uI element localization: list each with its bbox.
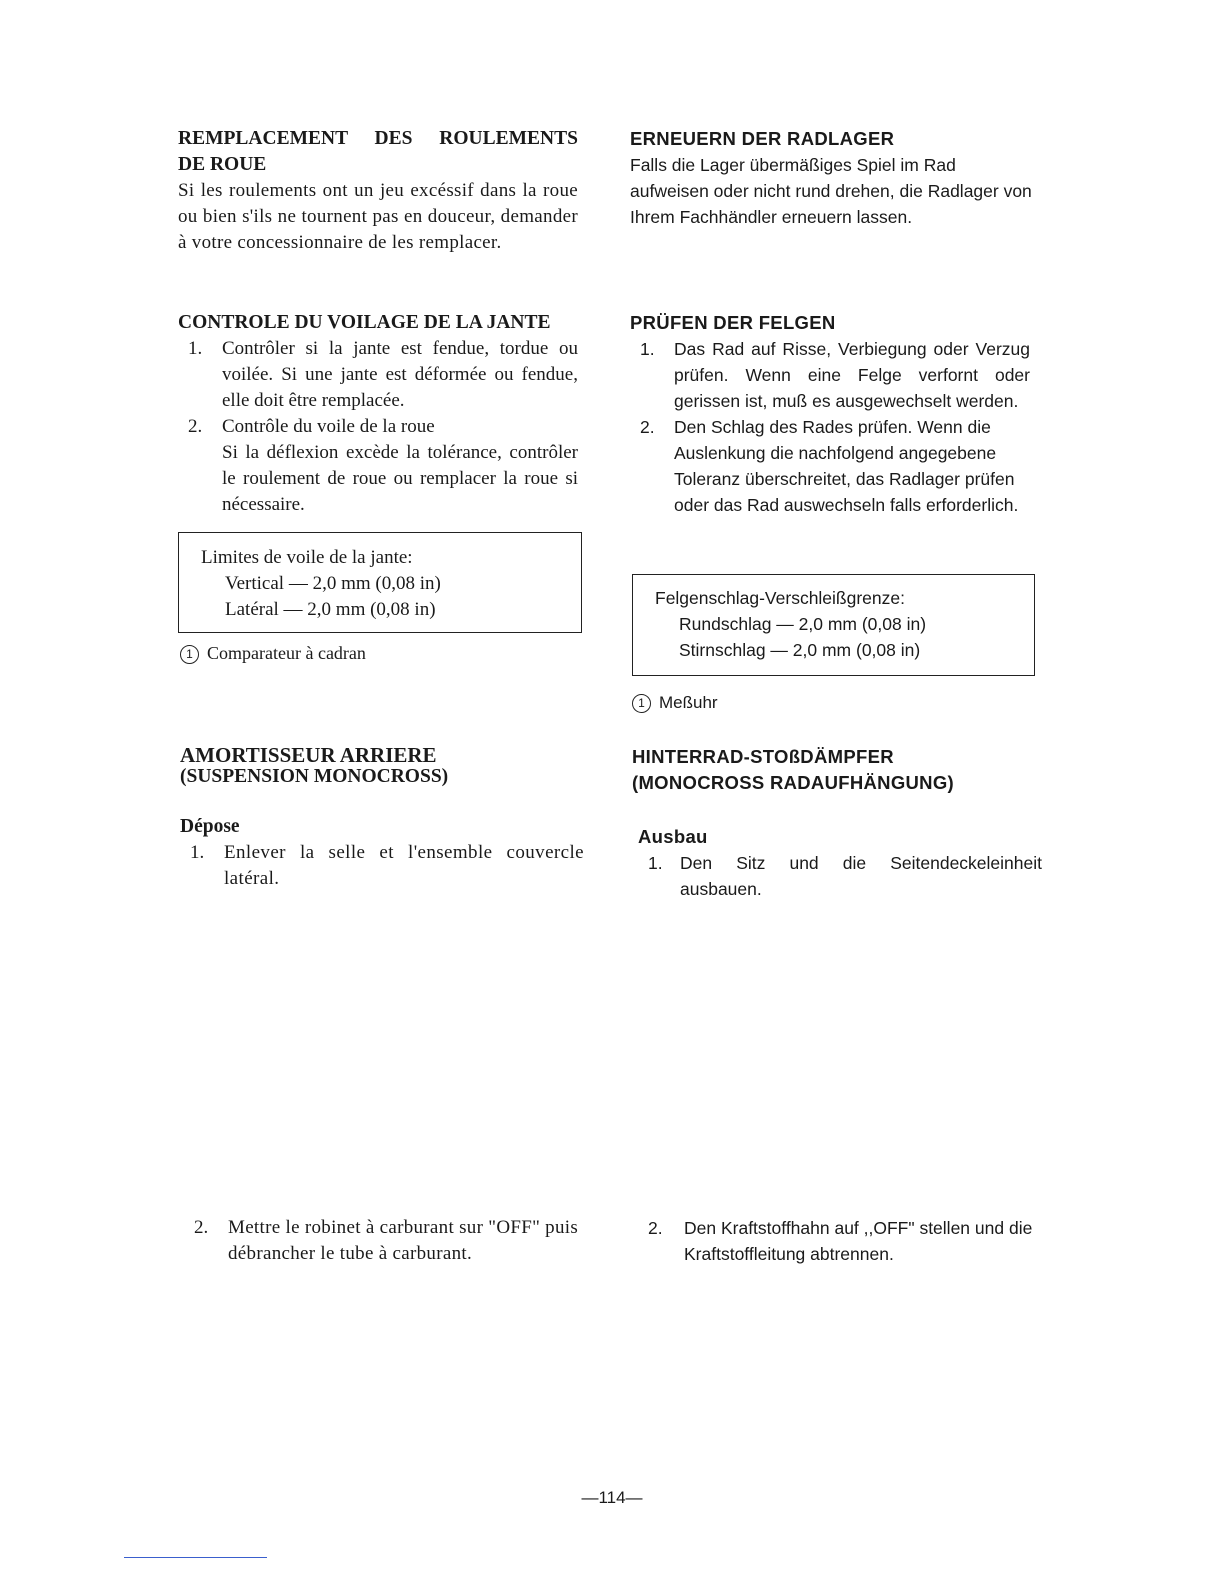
fr-rim-check-item-2-line1: Contrôle du voile de la roue (222, 416, 435, 437)
fr-wheel-bearings-title-2: DE ROUE (178, 154, 267, 175)
de-rim-check-item-2-text: Den Schlag des Rades prüfen. Wenn die Auslenkung die nachfolgend angegebene Toleranz überschreitet, das Radlager prüfen oder das Rad auswechseln falls erforderlich. (674, 417, 1019, 515)
fr-callout-text: Comparateur à cadran (207, 643, 366, 663)
fr-rim-check-item-2-num: 2. (188, 416, 203, 437)
fr-wheel-bearings-title-1: REMPLACEMENT DES ROULEMENTS (178, 128, 578, 149)
fr-shock-item-2 (184, 1215, 584, 1267)
de-shock-title-1: HINTERRAD-STOßDÄMPFER (632, 746, 894, 767)
de-limits-title: Felgenschlag-Verschleißgrenze: (655, 588, 905, 608)
de-limits-box (632, 574, 1035, 676)
fr-rim-check-item-1-num: 1. (188, 338, 203, 359)
fr-shock-item-2-text: Mettre le robinet à carburant sur "OFF" puis débrancher le tube à carburant. (228, 1217, 579, 1264)
de-rim-check-item-1-num: 1. (640, 339, 655, 359)
fr-shock-item-1-num: 1. (190, 842, 205, 863)
fr-shock-subtitle: Dépose (180, 816, 240, 837)
de-rim-check-section (630, 310, 1030, 518)
de-wheel-bearings-body: Falls die Lager übermäßiges Spiel im Rad aufweisen oder nicht rund drehen, die Radlager von Ihrem Fachhändler erneuern lassen. (630, 155, 1032, 227)
de-callout (632, 690, 718, 716)
fr-shock-section (180, 742, 584, 892)
fr-rim-check-item-2 (178, 414, 578, 518)
page-number: —114— (581, 1488, 643, 1507)
de-shock-step-2 (632, 1215, 1042, 1267)
de-shock-item-2 (632, 1215, 1042, 1267)
fr-rim-check-item-1 (178, 336, 578, 414)
de-limit-axial: Stirnschlag — 2,0 mm (0,08 in) (679, 640, 921, 660)
fr-shock-item-2-num: 2. (194, 1217, 209, 1238)
de-shock-item-1-num: 1. (648, 853, 663, 873)
fr-rim-check-title: CONTROLE DU VOILAGE DE LA JANTE (178, 312, 551, 333)
de-limit-radial: Rundschlag — 2,0 mm (0,08 in) (679, 614, 927, 634)
de-callout-text: Meßuhr (659, 693, 718, 712)
fr-shock-step-2 (184, 1215, 584, 1267)
fr-callout-number-icon: 1 (180, 645, 199, 664)
fr-rim-check-section (178, 310, 578, 518)
fr-limits-title: Limites de voile de la jante: (201, 547, 413, 568)
footer-rule (124, 1557, 267, 1558)
de-rim-check-item-1 (630, 336, 1030, 414)
fr-shock-item-1 (180, 840, 584, 892)
fr-shock-title-1: AMORTISSEUR ARRIERE (180, 743, 437, 767)
de-shock-item-1 (632, 850, 1042, 902)
de-shock-item-2-num: 2. (648, 1218, 663, 1238)
fr-wheel-bearings-body: Si les roulements ont un jeu excéssif dans la roue ou bien s'ils ne tournent pas en douceur, demander à votre concessionnaire de les remplacer. (178, 180, 578, 253)
de-wheel-bearings-title: ERNEUERN DER RADLAGER (630, 128, 895, 149)
de-rim-check-title: PRÜFEN DER FELGEN (630, 312, 836, 333)
fr-limits-box (178, 532, 582, 633)
de-rim-check-item-2 (630, 414, 1030, 518)
de-callout-number-icon: 1 (632, 694, 651, 713)
fr-limit-vertical: Vertical — 2,0 mm (0,08 in) (225, 573, 441, 594)
fr-callout (180, 640, 366, 666)
de-shock-section (632, 744, 1042, 902)
de-shock-item-1-text: Den Sitz und die Seitendeckeleinheit ausbauen. (680, 853, 1042, 899)
de-rim-check-item-1-text: Das Rad auf Risse, Verbiegung oder Verzug prüfen. Wenn eine Felge verfornt oder gerissen ist, muß es ausgewechselt werden. (674, 339, 1030, 411)
fr-shock-title-2: (SUSPENSION MONOCROSS) (180, 766, 449, 787)
de-shock-title-2: (MONOCROSS RADAUFHÄNGUNG) (632, 772, 954, 793)
fr-rim-check-item-1-text: Contrôler si la jante est fendue, tordue ou voilée. Si une jante est déformée ou fendue, elle doit être remplacée. (222, 338, 578, 411)
fr-wheel-bearings-section (178, 126, 578, 256)
fr-rim-check-item-2-text: Si la déflexion excède la tolérance, contrôler le roulement de roue ou remplacer la roue si nécessaire. (222, 442, 578, 515)
de-rim-check-item-2-num: 2. (640, 417, 655, 437)
fr-limit-lateral: Latéral — 2,0 mm (0,08 in) (225, 599, 436, 620)
de-shock-subtitle: Ausbau (638, 826, 708, 847)
de-shock-item-2-text: Den Kraftstoffhahn auf ,,OFF" stellen und die Kraftstoffleitung abtrennen. (684, 1218, 1033, 1264)
fr-shock-item-1-text: Enlever la selle et l'ensemble couvercle latéral. (224, 842, 584, 889)
de-wheel-bearings-section (630, 126, 1034, 230)
